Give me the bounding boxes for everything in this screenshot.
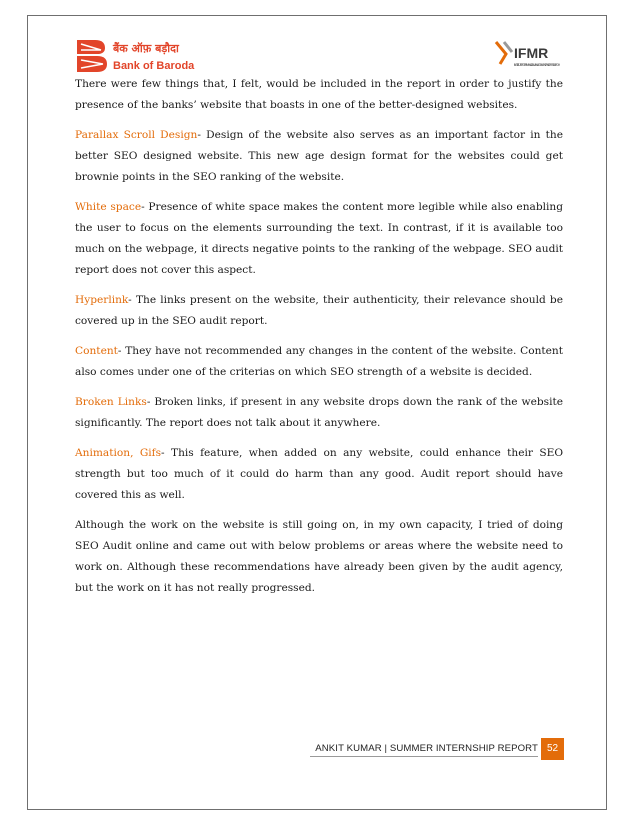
item-white-space: [75, 197, 563, 281]
item-text: - They have not recommended any changes in the content of the website. Content also comes under one of the criterias on which SEO strength of a website is decided.: [75, 345, 563, 378]
footer-text: ANKIT KUMAR | SUMMER INTERNSHIP REPORT: [315, 743, 538, 754]
item-term: Content: [75, 345, 118, 357]
item-term: Parallax Scroll Design: [75, 129, 198, 141]
bank-name: Bank of Baroda: [113, 60, 195, 72]
item-text: - Design of the website also serves as an important factor in the better SEO designed website. This new age design format for the websites could get brownie points in the SEO ranking of the website.: [75, 129, 563, 183]
item-term: Animation, Gifs: [75, 447, 162, 459]
page-footer: [0, 738, 638, 762]
closing-paragraph: Although the work on the website is still going on, in my own capacity, I tried of doing SEO Audit online and came out with below problems or areas where the website need to work on. Although these recommendations have already been given by the audit agency, but the work on it has not really progressed.: [75, 519, 563, 594]
item-term: White space: [75, 201, 142, 213]
bob-rays-icon: [77, 40, 107, 72]
item-broken-links: [75, 392, 563, 434]
item-text: - Broken links, if present in any website drops down the rank of the website significantly. The report does not talk about it anywhere.: [75, 396, 563, 429]
footer-divider: [310, 756, 538, 757]
item-parallax-scroll: [75, 125, 563, 188]
ifmr-name: IFMR: [514, 45, 549, 61]
item-term: Hyperlink: [75, 294, 129, 306]
ifmr-mark-icon: [496, 42, 512, 64]
item-text: - The links present on the website, their authenticity, their relevance should be covered up in the SEO audit report.: [75, 294, 563, 327]
intro-paragraph: There were few things that, I felt, would be included in the report in order to justify the presence of the banks’ website that boasts in one of the better-designed websites.: [75, 78, 563, 111]
item-animation-gifs: [75, 443, 563, 506]
item-text: - This feature, when added on any website, could enhance their SEO strength but too much of it could do harm than any good. Audit report should have covered this as well.: [75, 447, 564, 501]
ifmr-logo: [494, 40, 564, 76]
bank-of-baroda-logo: [75, 36, 205, 76]
bank-name-hindi: बैंक ऑफ़ बड़ौदा: [113, 42, 179, 55]
ifmr-tagline: INSTITUTE FOR FINANCIAL MANAGEMENT AND RESEARCH: [514, 63, 561, 67]
item-content: [75, 341, 563, 383]
page-number: 52: [541, 738, 564, 760]
item-term: Broken Links: [75, 396, 147, 408]
report-body: [75, 74, 563, 608]
item-hyperlink: [75, 290, 563, 332]
item-text: - Presence of white space makes the content more legible while also enabling the user to focus on the elements surrounding the text. In contrast, if it is available too much on the webpage, it directs negative points to the ranking of the webpage. SEO audit report does not cover this aspect.: [75, 201, 563, 276]
